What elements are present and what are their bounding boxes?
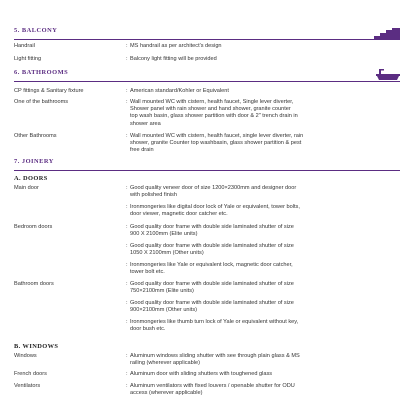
bathtub-icon: [376, 69, 400, 81]
section-title: 5. BALCONY: [14, 27, 58, 34]
section-header-joinery: [14, 157, 400, 171]
section-title: 6. BATHROOMS: [14, 69, 69, 76]
section-rule: [14, 39, 400, 40]
section-rule: [14, 170, 400, 171]
section-title: 7. JOINERY: [14, 158, 54, 165]
section-header-balcony: [14, 26, 400, 40]
subsection-title-doors: A. DOORS: [14, 175, 48, 182]
section-rule: [14, 81, 400, 82]
section-header-bathrooms: [14, 68, 400, 82]
subsection-title-windows: B. WINDOWS: [14, 343, 59, 350]
stairs-icon: [374, 28, 400, 39]
spec-page: 5. BALCONY Handrail : MS handrail as per architect's design Light fitting : Balcony light fitting will be provided 6. BATHROOMS CP fittings & Sanitary fixture : American standard/Kohler or Equivalent One of the bathrooms : Wall mounted WC with cistern, health faucet, Single lever diverter, Shower panel with rain shower and hand shower, granite counter top wash basin, glass shower partition with door & 2" trench drain in shower area Other Bathrooms : Wall mounted WC with cistern, health faucet, single lever diverter, rain shower, granite Counter top washbasin, glass shower partition & pest free drain 7. JOINERY A. DOORS Main door : Good quality veneer door of size 1200×2300mm and designer door with polished finish : Ironmongeries like digital door lock of Yale or equivalent, tower bolts, door viewer, magnetic door catcher etc. Bedroom doors : Good quality door frame with double side laminated shutter of size 900 X 2100mm (Elite units) : Good quality door frame with double side laminated shutter of size 1050 X 2100mm (Other units) : Ironmongeries like Yale or equivalent lock, magnetic door catcher, tower bolt etc. Bathroom doors : Good quality door frame with double side laminated shutter of size 750×2100mm (Elite units) : Good quality door frame with double side laminated shutter of size 900×2100mm (Other units) : Ironmongeries like thumb turn lock of Yale or equivalent without key, door bush etc. B. WINDOWS Windows : Aluminum windows sliding shutter with see through plain glass & MS railing (wherever applicable) French doors : Aluminum door with sliding shutters with toughened glass Ventilators : Aluminum ventilators with fixed louvers / openable shutter for ODU access (wherever applicable): [0, 0, 414, 414]
